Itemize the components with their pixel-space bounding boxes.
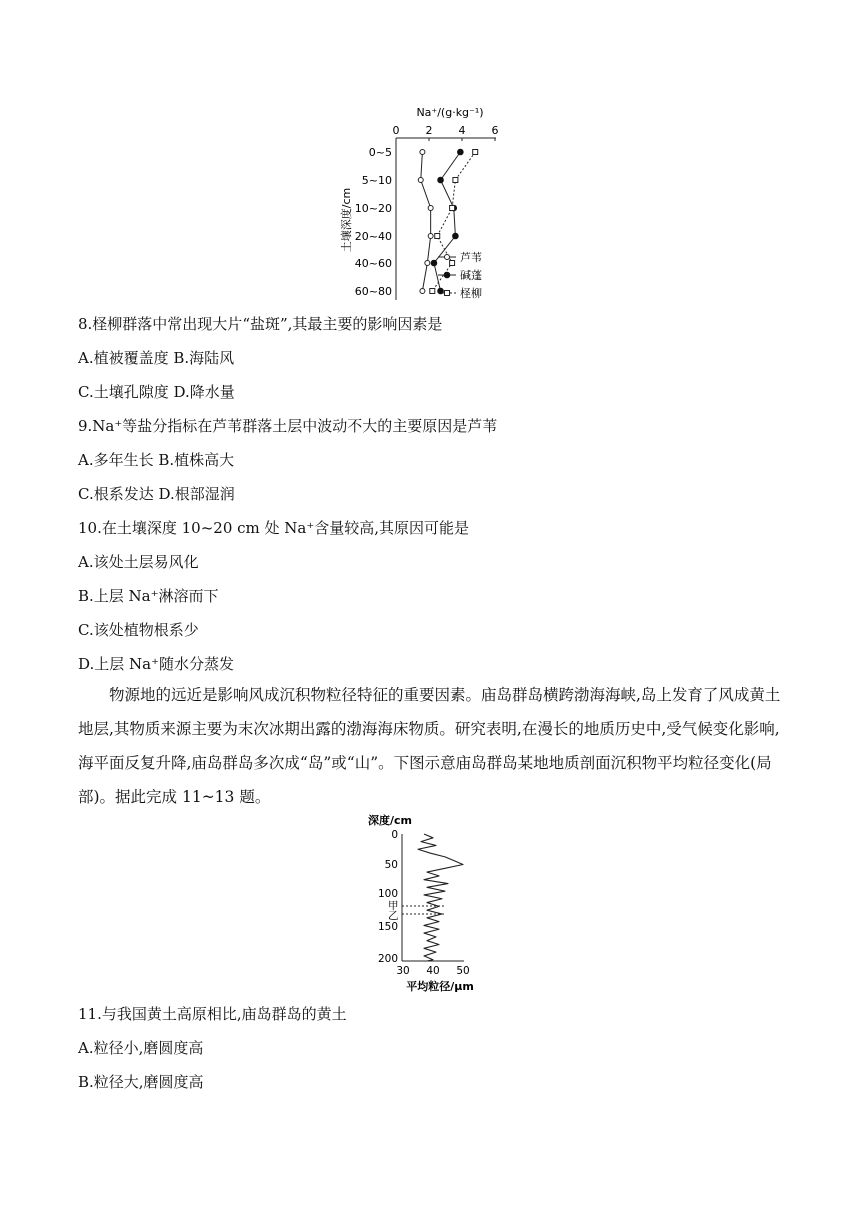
data-point: [438, 177, 444, 183]
y-tick-label: 5~10: [361, 174, 392, 187]
y-axis-label: 土壤深度/cm: [340, 187, 353, 253]
x-tick-label: 2: [425, 124, 433, 137]
data-point: [458, 149, 464, 155]
y-tick-label: 150: [377, 921, 398, 933]
legend-label: 碱蓬: [460, 269, 482, 282]
y-tick-label: 40~60: [354, 257, 392, 270]
y-ticks: [378, 829, 398, 965]
y-axis-label: 深度/cm: [368, 814, 412, 827]
question-10: 10.在土壤深度 10~20 cm 处 Na⁺含量较高,其原因可能是: [78, 519, 470, 537]
series-line-0: [421, 152, 431, 291]
question-9-options-ab: A.多年生长 B.植株高大: [78, 451, 235, 469]
data-point: [428, 234, 433, 239]
mark-label-yi: 乙: [388, 910, 399, 922]
x-ticks: [396, 965, 469, 977]
data-point: [430, 289, 435, 294]
mark-label-jia: 甲: [388, 900, 399, 912]
data-point: [428, 206, 433, 211]
question-8: 8.柽柳群落中常出现大片“盐斑”,其最主要的影响因素是: [78, 315, 443, 333]
data-point: [450, 261, 455, 266]
question-10-option-d: D.上层 Na⁺随水分蒸发: [78, 655, 235, 673]
x-axis-label: 平均粒径/μm: [406, 980, 474, 993]
x-tick-label: 50: [456, 965, 470, 977]
question-10-option-b: B.上层 Na⁺淋溶而下: [78, 587, 219, 605]
grain-size-chart: [350, 812, 510, 996]
data-point: [418, 178, 423, 183]
y-tick-label: 0~5: [368, 146, 392, 159]
x-tick-label: 0: [392, 124, 400, 137]
data-point: [420, 289, 425, 294]
data-point: [473, 150, 478, 155]
x-tick-label: 40: [426, 965, 440, 977]
question-11-option-a: A.粒径小,磨圆度高: [78, 1039, 204, 1057]
question-9: 9.Na⁺等盐分指标在芦苇群落土层中波动不大的主要原因是芦苇: [78, 417, 498, 435]
legend: [438, 250, 482, 300]
x-tick-label: 4: [458, 124, 466, 137]
question-10-option-a: A.该处土层易风化: [78, 553, 199, 571]
y-tick-label: 10~20: [354, 202, 392, 215]
data-point: [450, 206, 455, 211]
legend-label: 柽柳: [460, 287, 482, 300]
question-8-options-cd: C.土壤孔隙度 D.降水量: [78, 383, 235, 401]
question-11: 11.与我国黄土高原相比,庙岛群岛的黄土: [78, 1005, 347, 1023]
data-point: [453, 233, 459, 239]
x-tick-label: 6: [491, 124, 499, 137]
y-tick-label: 50: [384, 859, 398, 871]
grain-size-line: [418, 834, 463, 961]
data-point: [420, 150, 425, 155]
data-point: [425, 261, 430, 266]
na-depth-chart: [330, 100, 540, 305]
question-8-options-ab: A.植被覆盖度 B.海陆风: [78, 349, 235, 367]
y-tick-label: 20~40: [354, 230, 392, 243]
legend-label: 芦苇: [460, 251, 482, 264]
data-point: [435, 234, 440, 239]
x-tick-label: 30: [396, 965, 410, 977]
y-tick-label: 100: [377, 888, 398, 900]
y-tick-label: 60~80: [354, 285, 392, 298]
question-9-options-cd: C.根系发达 D.根部湿润: [78, 485, 235, 503]
x-axis-label: Na⁺/(g·kg⁻¹): [416, 106, 484, 119]
y-tick-label: 200: [377, 953, 398, 965]
question-11-option-b: B.粒径大,磨圆度高: [78, 1073, 204, 1091]
y-ticks: [355, 146, 392, 298]
y-tick-label: 0: [391, 829, 398, 841]
question-10-option-c: C.该处植物根系少: [78, 621, 199, 639]
data-point: [431, 260, 437, 266]
data-point: [453, 178, 458, 183]
passage-paragraph: 物源地的远近是影响风成沉积物粒径特征的重要因素。庙岛群岛横跨渤海海峡,岛上发育了风成黄土地层,其物质来源主要为末次冰期出露的渤海海床物质。研究表明,在漫长的地质历史中,受气候变化影响,海平面反复升降,庙岛群岛多次成“岛”或“山”。下图示意庙岛群岛某地地质剖面沉积物平均粒径变化(局部)。据此完成 11~13 题。: [78, 686, 781, 806]
